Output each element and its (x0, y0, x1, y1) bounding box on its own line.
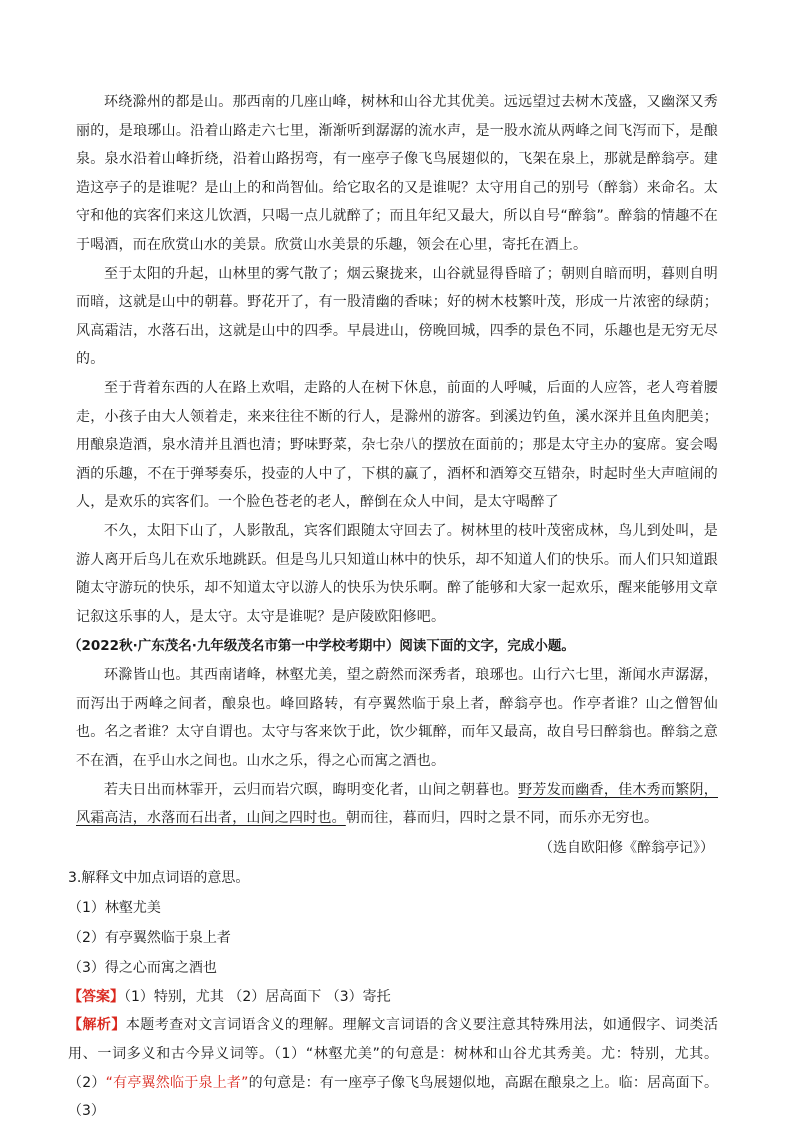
answer-line (68, 983, 718, 1012)
question-item-1: （1）林壑尤美 (68, 899, 161, 916)
question-item-2: （2）有亭翼然临于泉上者 (68, 929, 231, 946)
translation-paragraph-3: 至于背着东西的人在路上欢唱，走路的人在树下休息，前面的人呼喊，后面的人应答，老人弯着腰走，小孩子由大人领着走，来来往往不断的行人，是滁州的游客。到溪边钓鱼，溪水深并且鱼肉肥美；用酿泉造酒，泉水清并且酒也清；野味野菜，杂七杂八的摆放在面前的；那是太守主办的宴席。宴会喝酒的乐趣，不在于弹琴奏乐，投壶的人中了，下棋的赢了，酒杯和酒筹交互错杂，时起时坐大声喧闹的人，是欢乐的宾客们。一个脸色苍老的老人，醉倒在众人中间，是太守喝醉了 (76, 379, 718, 511)
classical-paragraph-2 (76, 776, 718, 833)
analysis-part-2: 的句意是：有一座亭子像飞鸟展翅似地，高踞在酿泉之上。临：居高面下。（3） (68, 1074, 718, 1120)
translation-paragraph-2: 至于太阳的升起，山林里的雾气散了；烟云聚拢来，山谷就显得昏暗了；朝则自暗而明，暮则自明而暗，这就是山中的朝暮。野花开了，有一股清幽的香味；好的树木枝繁叶茂，形成一片浓密的绿荫；风高霜洁，水落石出，这就是山中的四季。早晨进山，傍晚回城，四季的景色不同，乐趣也是无穷无尽的。 (76, 265, 718, 368)
analysis-part-1: 本题考查对文言词语含义的理解。理解文言词语的含义要注意其特殊用法，如通假字、词类活用、一词多义和古今异义词等。（1）“林壑尤美”的句意是：树林和山谷尤其秀美。尤：特别，尤其。（2） (68, 1017, 719, 1091)
document-page (68, 88, 719, 1126)
translation-paragraph-4: 不久，太阳下山了，人影散乱，宾客们跟随太守回去了。树林里的枝叶茂密成林，鸟儿到处叫，是游人离开后鸟儿在欢乐地跳跃。但是鸟儿只知道山林中的快乐，却不知道人们的快乐。而人们只知道跟随太守游玩的快乐，却不知道太守以游人的快乐为快乐啊。醉了能够和大家一起欢乐，醒来能够用文章记叙这乐事的人，是太守。太守是谁呢？是庐陵欧阳修吧。 (76, 522, 718, 625)
question-title: 3.解释文中加点词语的意思。 (68, 869, 250, 886)
classical-paragraph-1: 环滁皆山也。其西南诸峰，林壑尤美，望之蔚然而深秀者，琅琊也。山行六七里，渐闻水声潺潺，而泻出于两峰之间者，酿泉也。峰回路转，有亭翼然临于泉上者，醉翁亭也。作亭者谁？山之僧智仙也。名之者谁？太守自谓也。太守与客来饮于此，饮少辄醉，而年又最高，故自号曰醉翁也。醉翁之意不在酒，在乎山水之间也。山水之乐，得之心而寓之酒也。 (76, 667, 718, 770)
classical-p2-after: 朝而往，暮而归，四时之景不同，而乐亦无穷也。 (345, 810, 659, 827)
question-item-3: （3）得之心而寓之酒也 (68, 959, 217, 976)
source-heading: （2022秋·广东茂名·九年级茂名市第一中学校考期中）阅读下面的文字，完成小题。 (68, 638, 575, 655)
answer-text: （1）特别，尤其 （2）居高面下 （3）寄托 (124, 988, 391, 1005)
classical-p2-before: 若夫日出而林霏开，云归而岩穴暝，晦明变化者，山间之朝暮也。 (104, 781, 519, 798)
analysis-quote: “有亭翼然临于泉上者” (105, 1074, 249, 1091)
answer-tag: 【答案】 (68, 988, 124, 1005)
analysis-paragraph (68, 1011, 718, 1125)
translation-paragraph-1: 环绕滁州的都是山。那西南的几座山峰，树林和山谷尤其优美。远远望过去树木茂盛，又幽深又秀丽的，是琅琊山。沿着山路走六七里，渐渐听到潺潺的流水声，是一股水流从两峰之间飞泻而下，是酿泉。泉水沿着山峰折绕，沿着山路拐弯，有一座亭子像飞鸟展翅似的，飞架在泉上，那就是醉翁亭。建造这亭子的是谁呢？是山上的和尚智仙。给它取名的又是谁呢？太守用自己的别号（醉翁）来命名。太守和他的宾客们来这儿饮酒，只喝一点儿就醉了；而且年纪又最大，所以自号“醉翁”。醉翁的情趣不在于喝酒，而在欣赏山水的美景。欣赏山水美景的乐趣，领会在心里，寄托在酒上。 (76, 94, 718, 253)
source-citation: （选自欧阳修《醉翁亭记》） (539, 839, 714, 856)
analysis-tag: 【解析】 (68, 1017, 126, 1034)
underlined-sentence: 野芳发而幽香，佳木秀而繁阴，风霜高洁，水落而石出者，山间之四时也。 (76, 781, 718, 827)
